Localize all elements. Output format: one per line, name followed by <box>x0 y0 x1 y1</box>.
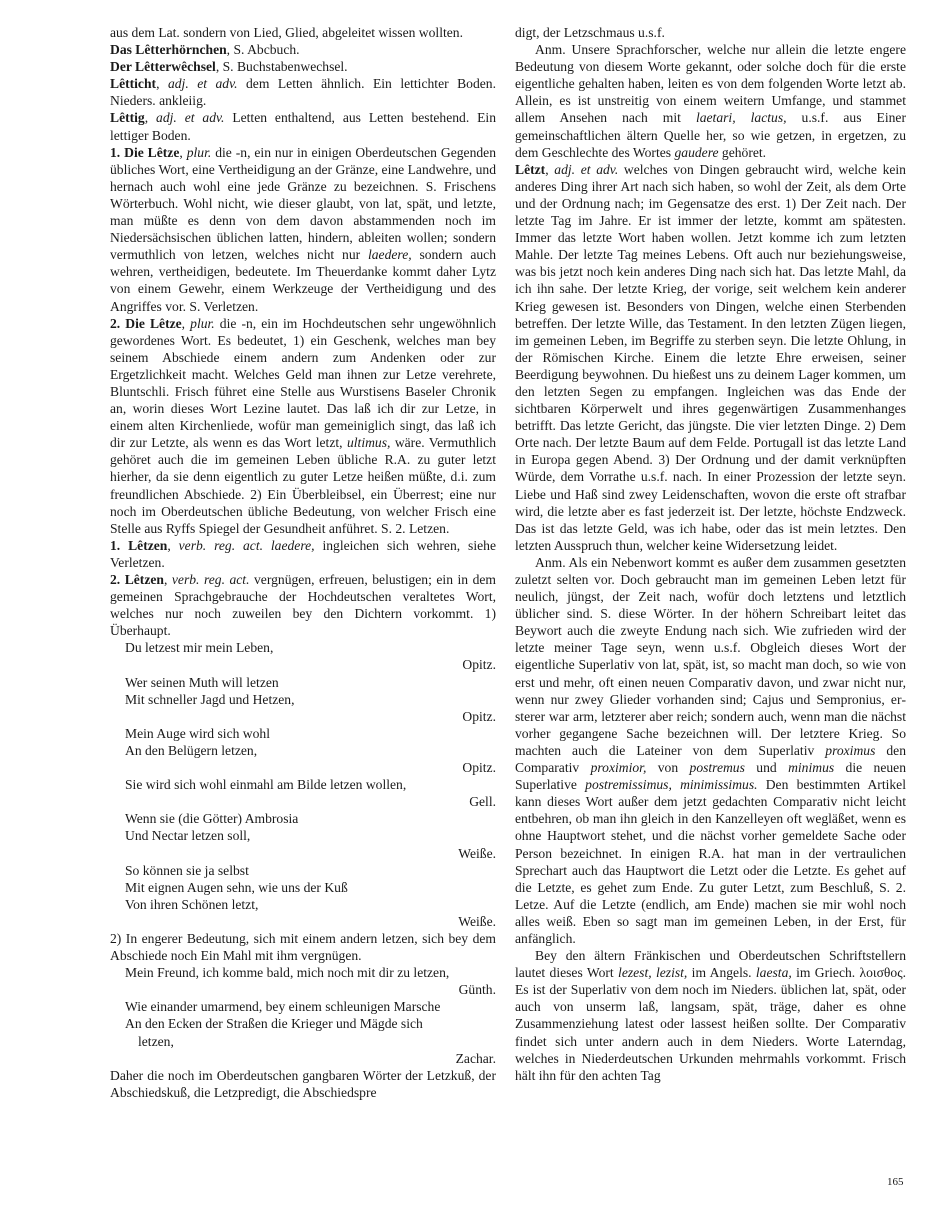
continuation-paragraph: digt, der Letzschmaus u.s.f. <box>515 25 665 40</box>
entry-letze-2: 2. Die Lêtze, plur. die -n, ein im Hochdeutschen sehr ungewöhnlich gewordenes Wort. Es bedeutet, 1) ein Geschenk, welches man bey seinem Abschiede einem andern zum Andenken oder zur Ergetzlichkeit macht. Welches Geld man ihnen zur Letze verehrete, Bluntschli. Frisch führet eine Stelle aus Wurstisens Baseler Chronik an, worin dieses Wort Lezine lautet. Das laß ich dir zur Letze, in einem alten Kirchenliede, wofür man gemeiniglich singt, das laß ich dir zur Letzte, als wenn es das Wort letzt, ultimus, wäre. Vermuthlich gehöret auch die im gemeinen Leben übliche R.A. zu guter letzt hierher, da sie denn eigentlich zu guter Letze heißen müßte, d.i. zum freundlichen Abschiede. 2) Ein Überbleibsel, ein Überrest; eine nur noch im Oberdeutschen übliche Bedeutung, von welcher Frisch eine Stelle aus Ryffs Spiegel der Gesundheit anführet. S. 2. Letzen. <box>110 315 497 536</box>
anm-paragraph: Anm. Unsere Sprachforscher, welche nur allein die letzte engere Bedeutung von diesem Worte gekannt, oder solche doch für die erste eigentliche gehalten haben, leiten es von dem folgenden Worte letzt ab. Allein, es ist unstreitig von einem weitern Umfange, und stammet allem Ansehen nach mit laetari, lactus, u.s.f. aus Einer gemeinschaftlichen ältern Quelle her, so wie getzen, in ergetzen, zu dem Geschlechte des Wortes gaudere gehöret. <box>515 42 906 160</box>
sense-2-paragraph: 2) In engerer Bedeutung, sich mit einem andern letzen, sich bey dem Abschiede noch Ein Mahl mit ihm vergnügen. <box>110 930 496 964</box>
verse-quote: So können sie ja selbst Mit eignen Augen sehn, wie uns der Kuß Von ihren Schönen letzt, Weiße. <box>125 862 496 929</box>
entry-letterhoernchen: Das Lêtterhörnchen, S. Abcbuch. <box>110 42 300 58</box>
entry-letze-1: 1. Die Lêtze, plur. die -n, ein nur in einigen Oberdeutschen Gegenden übliches Wort, eine Vertheidigung an der Gränze, eine Landwehre, und hernach auch wohl eine jede Gränze zu bezeichnen. S. Frischens Wörterbuch. Wohl nicht, wie dieser glaubt, von lat, spät, und letzte, man müßte es denn von dem davon abstammenden noch im Niedersächsischen üblichen latten, hindern, ableiten wollen; sondern vermuthlich von letzen, welches nicht nur laedere, sondern auch wehren, vertheidigen, bedeutete. Im Theuerdanke kommt daher Lytz von einem Gewehr, einem Werkzeuge der Vertheidigung und des Angriffes vor. S. Verletzen. <box>110 144 496 314</box>
page-number: 165 <box>887 1176 904 1188</box>
verse-quote: Mein Freund, ich komme bald, mich noch mit dir zu letzen, Günth. <box>125 965 496 998</box>
entry-letterwechsel: Der Lêtterwêchsel, S. Buchstabenwechsel. <box>110 59 348 75</box>
right-column <box>515 24 906 1084</box>
verse-quote: Wenn sie (die Götter) Ambrosia Und Nectar letzen soll, Weiße. <box>125 811 496 861</box>
etymology-paragraph: Bey den ältern Fränkischen und Oberdeutschen Schriftstellern lautet dieses Wort lezest, lezist, im Angels. laesta, im Griech. λοισθος. Es ist der Superlativ von dem noch im Nieders. üblichen lat, spät, oder auch von unserm laß, langsam, spät, träge, daher es ohne Zusammenziehung latest oder lassest heißen sollte. Der Comparativ findet sich unter andern auch in dem Nieders. Worte Laterndag, welches in Niederdeutschen Urkunden mehrmahls vorkommt. Frisch hält ihn für den achten Tag <box>515 948 906 1083</box>
verse-quote: Sie wird sich wohl einmahl am Bilde letzen wollen, Gell. <box>125 777 496 810</box>
verse-quote: Wie einander umarmend, bey einem schleunigen Marsche An den Ecken der Straßen die Krieger und Mägde sich letzen, Zachar. <box>125 999 496 1066</box>
entry-letzen-2: 2. Lêtzen, verb. reg. act. vergnügen, erfreuen, belustigen; ein in dem gemeinen Sprachgebrauche der Hochdeutschen veraltetes Wort, welches nur noch zuweilen bey den Dichtern vorkommt. 1) Überhaupt. <box>110 572 497 639</box>
entry-letzen-1: 1. Lêtzen, verb. reg. act. laedere, ingleichen sich wehren, siehe Verletzen. <box>110 537 496 570</box>
entry-letticht: Lêtticht, adj. et adv. dem Letten ähnlich. Ein lettichter Boden. Nieders. ankleiig. <box>110 76 496 109</box>
entry-lettig: Lêttig, adj. et adv. Letten enthaltend, aus Letten bestehend. Ein lettiger Boden. <box>110 110 496 143</box>
verse-quote: Mein Auge wird sich wohl An den Belügern letzen, Opitz. <box>125 725 496 776</box>
verse-quote: Du letzest mir mein Leben, Opitz. <box>125 640 496 673</box>
verse-quote: Wer seinen Muth will letzen Mit schneller Jagd und Hetzen, Opitz. <box>125 674 496 724</box>
left-column <box>110 24 496 1101</box>
anm-paragraph: Anm. Als ein Nebenwort kommt es außer dem zusammen gesetzten zuletzt selten vor. Doch gebraucht man im gemeinen Leben letzt für neulich, jüngst, der Zeit nach, wofür doch letztens und letztlich üblicher sind. S. diese Wörter. In der höhern Schreibart leitet das Beywort auch die zweyte Endung nach sich. Wie zufrieden wird der letzte meiner Tage seyn, wenn u.s.f. Obgleich dieses Wort der eigentliche Superlativ von lat, spät, ist, so macht man doch, so wie von erst und mehr, oft einen neuen Comparativ davon, und zwar nicht nur, wenn nur zwey Glieder vorhanden sind; Cajus und Sempronius, ersterer war arm, letzterer aber reich; sondern auch, wenn man die nächst vorher gegangene Sache bezeichnen will. Der letztere Krieg. So machten auch die Lateiner von dem Superlativ proximus den Comparativ proximior, von postremus und minimus die neuen Superlative postremissimus, minimissimus. Den bestimmten Artikel kann dieses Wort außer dem jetzt gedachten Comparativ nicht leicht entbehren, ob man ihn gleich in den Kanzelleyen oft wegläßet, wenn es ohne Hauptwort stehet, und die nächst vorher gemeldete Sache oder Person bezeichnet. In einigen R.A. hat man in der vertraulichen Sprechart auch das Hauptwort die Letzt oder die Letzte. Es gehet auf die Letzte, es gehet zum Ende. Zu guter Letzt, zum Beschluß, S. 2. Letze. Auf die Letzte (endlich, am Ende) machen sie mir wohl noch alles weiß. Eben so sagt man im gemeinen Leben, in der Erst, für anfänglich. <box>515 554 907 946</box>
entry-letzt: Lêtzt, adj. et adv. welches von Dingen gebraucht wird, welche kein anderes Ding ihrer Art nach sich haben, so wohl der Zeit, als dem Orte und der Ordnung nach; im Gegensatze des erst. 1) Der Zeit nach. Der letzte Tag im Jahre. Er ist immer der letzte, kommt am spätesten. Immer das letzte Wort haben wollen. Jetzt komme ich zum letzten Mahle. Der letzte Tag meines Lebens. Oft auch nur beziehungsweise, was bis jetzt noch kein anderes Ding nach sich hat. Das letzte Mahl, da ich ihn sahe. Der letzte Krieg, der vorige, seit welchem kein anderer Krieg gewesen ist. Besonders von Dingen, welche einen Sterbenden betreffen. Der letzte Wille, das Testament. In den letzten Zügen liegen, im gemeinen Leben, im Begriffe zu sterben seyn. Die letzte Ohlung, in der Römischen Kirche. Einem die letzte Ehre erweisen, seiner Beerdigung beywohnen. Du hießest uns zu deinem Lager kommen, um den letzten Segen zu empfangen. Ingleichen was das Ende der sichtbaren Körperwelt und ihres gegenwärtigen Zusammenhanges betrifft. Das letzte Gericht, das jüngste. Die vier letzten Dinge. 2) Dem Orte nach. Der letzte Baum auf dem Felde. Portugall ist das letzte Land in Europa gegen Abend. 3) Der Ordnung und der damit verknüpften Würde, dem Vorrathe u.s.f. nach. In einer Prozession der letzte seyn. Liebe und Haß sind zwey Leidenschaften, wovon die erste oft strafbar wird, die letzte aber es fast jederzeit ist. Der letzte, höchste Endzweck. Das ist das letzte Geld, was ich habe, oder das ist mein letztes. Den letzten Ausspruch thun, welcher keine Widersetzung leidet. <box>515 161 906 553</box>
closing-paragraph: Daher die noch im Oberdeutschen gangbaren Wörter der Letzkuß, der Abschiedskuß, die Letzpredigt, die Abschiedspre <box>110 1067 496 1100</box>
entry-paragraph: aus dem Lat. sondern von Lied, Glied, abgeleitet wissen wollten. <box>110 25 463 40</box>
